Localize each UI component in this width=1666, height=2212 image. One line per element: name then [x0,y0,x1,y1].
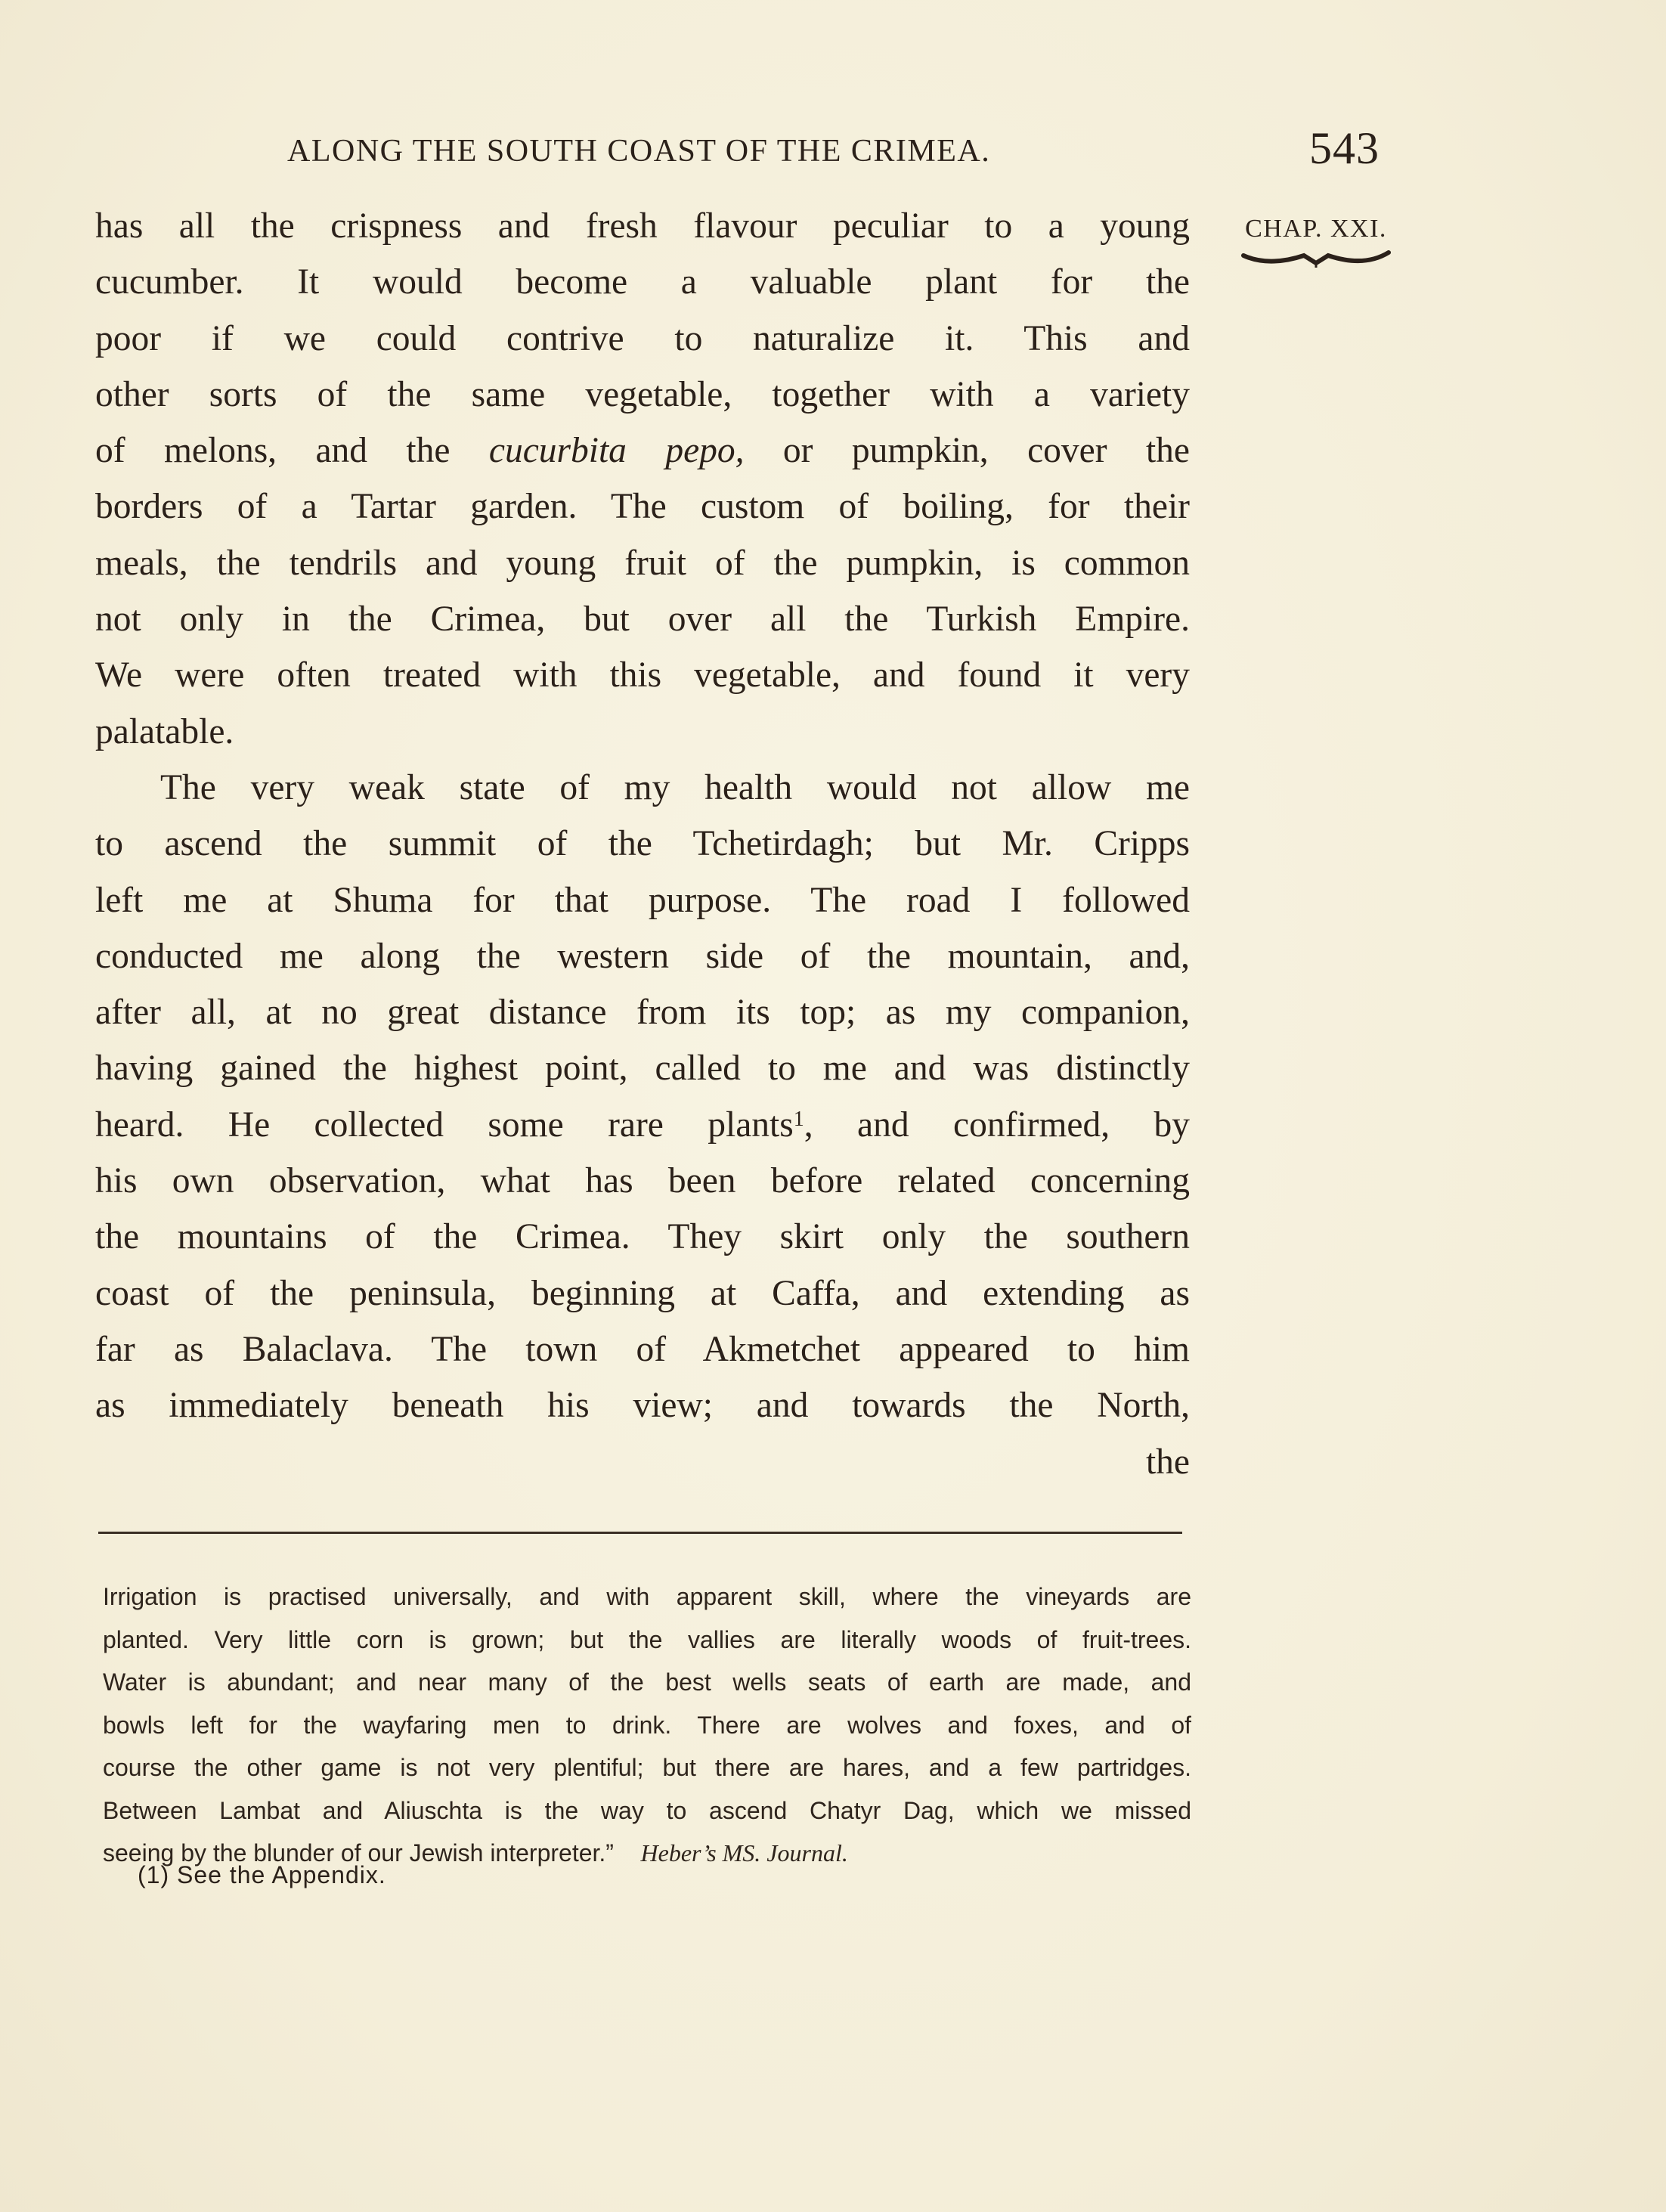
text-segment: of melons, and the [95,431,489,471]
footnote-text: seeing by the blunder of our Jewish interpreter.” [103,1839,614,1867]
page-number: 543 [1309,123,1380,173]
text-line: to ascend the summit of the Tchetirdagh; but Mr. Cripps [95,824,1190,864]
footnote-citation: Heber’s MS. Journal. [640,1839,848,1867]
running-title: ALONG THE SOUTH COAST OF THE CRIMEA. [287,134,991,169]
text-line: cucumber. It would become a valuable plant for the [95,262,1190,302]
footnote-line: Between Lambat and Aliuschta is the way to ascend Chatyr Dag, which we missed [103,1796,1191,1824]
appendix-note: (1) See the Appendix. [138,1861,386,1888]
text-line [95,1097,1190,1153]
footnote-line: planted. Very little corn is grown; but the vallies are literally woods of fruit-trees. [103,1625,1191,1653]
text-line: conducted me along the western side of the mountain, and, [95,936,1190,976]
footnote-block [103,1575,1191,1875]
text-line: We were often treated with this vegetable, and found it very [95,655,1190,696]
text-line: his own observation, what has been before related concerning [95,1161,1190,1201]
text-line: other sorts of the same vegetable, together with a variety [95,374,1190,414]
text-line: meals, the tendrils and young fruit of the pumpkin, is common [95,543,1190,583]
text-segment: heard. He collected some rare plants [95,1104,794,1145]
text-segment: , and confirmed, by [804,1104,1190,1145]
text-line: the mountains of the Crimea. They skirt only the southern [95,1217,1190,1257]
footnote-line: bowls left for the wayfaring men to drink. There are wolves and foxes, and of [103,1711,1191,1739]
text-line: far as Balaclava. The town of Akmetchet appeared to him [95,1329,1190,1369]
text-line: after all, at no great distance from its top; as my companion, [95,993,1190,1033]
text-line: borders of a Tartar garden. The custom of boiling, for their [95,487,1190,527]
text-line: The very weak state of my health would not allow me [160,767,1190,807]
catchword: the [1145,1442,1190,1482]
text-line [95,423,1190,479]
text-line: not only in the Crimea, but over all the Turkish Empire. [95,599,1190,640]
main-text [95,198,1190,1490]
footnote-divider [98,1532,1182,1534]
text-line: has all the crispness and fresh flavour peculiar to a young [95,206,1190,246]
footnote-line: Water is abundant; and near many of the best wells seats of earth are made, and [103,1668,1191,1696]
text-segment: or pumpkin, cover the [744,431,1190,471]
text-line: left me at Shuma for that purpose. The road I followed [95,880,1190,920]
text-line: poor if we could contrive to naturalize it. This and [95,318,1190,358]
paragraph-1 [95,198,1190,760]
chapter-label: CHAP. XXI. [1245,215,1387,243]
text-line: having gained the highest point, called to me and was distinctly [95,1049,1190,1089]
text-line: as immediately beneath his view; and towards the North, [95,1386,1190,1426]
paragraph-2 [95,760,1190,1434]
footnote-reference: 1 [793,1107,804,1131]
chapter-ornament-icon [1240,248,1392,272]
text-line: palatable. [95,711,234,751]
footnote-line: course the other game is not very plentiful; but there are hares, and a few partridges. [103,1754,1191,1781]
text-line: coast of the peninsula, beginning at Caffa, and extending as [95,1273,1190,1313]
botanical-name: cucurbita pepo, [488,431,745,471]
footnote-line: Irrigation is practised universally, and with apparent skill, where the vineyards are [103,1583,1191,1610]
chapter-marker [1237,215,1395,272]
